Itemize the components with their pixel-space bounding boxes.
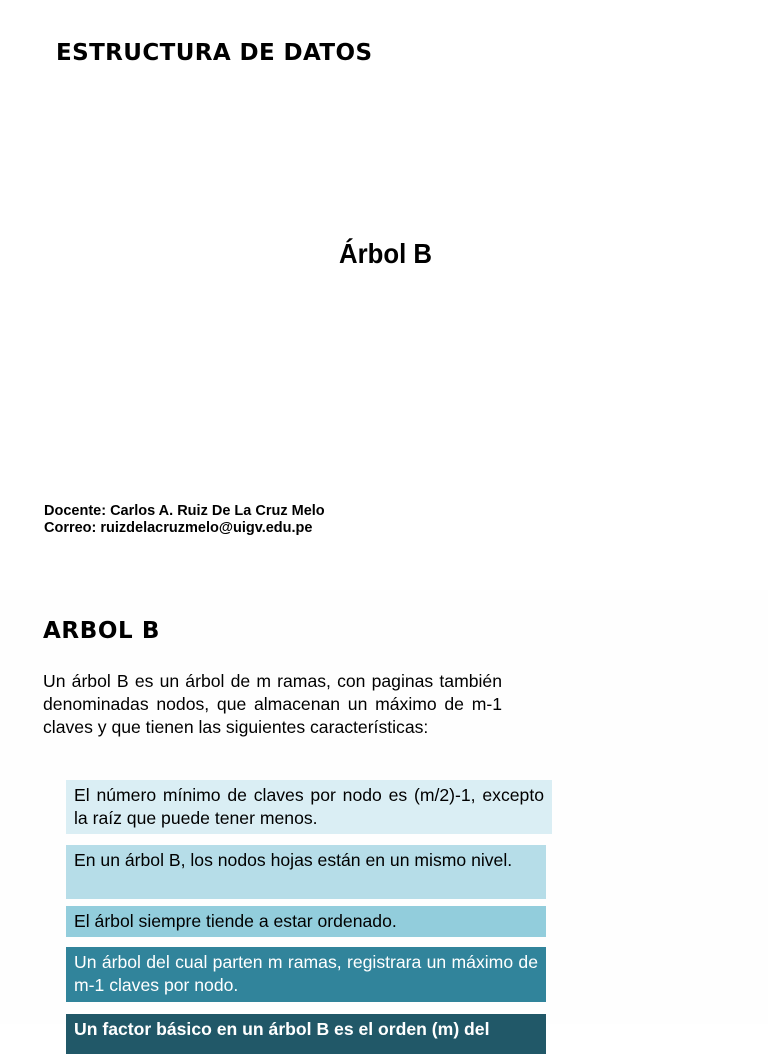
- credits: [44, 503, 325, 537]
- intro-paragraph: Un árbol B es un árbol de m ramas, con paginas también denominadas nodos, que almacenan un máximo de m-1 claves y que tienen las siguientes características:: [43, 671, 502, 737]
- characteristic-box-4: Un árbol del cual parten m ramas, registrara un máximo de m-1 claves por nodo.: [66, 947, 546, 1002]
- content-slide: [0, 590, 768, 1039]
- characteristic-box-3: El árbol siempre tiende a estar ordenado.: [66, 906, 546, 937]
- characteristic-box-2: En un árbol B, los nodos hojas están en un mismo nivel.: [66, 845, 546, 899]
- topic-title: Árbol B: [339, 238, 433, 269]
- characteristic-box-5: Un factor básico en un árbol B es el orden (m) del: [66, 1014, 546, 1054]
- characteristic-box-1: El número mínimo de claves por nodo es (m/2)-1, excepto la raíz que puede tener menos.: [66, 780, 552, 834]
- section-title: ARBOL B: [43, 618, 160, 644]
- teacher-email: Correo: ruizdelacruzmelo@uigv.edu.pe: [44, 520, 313, 536]
- course-title: ESTRUCTURA DE DATOS: [56, 40, 373, 66]
- teacher-name: Docente: Carlos A. Ruiz De La Cruz Melo: [44, 503, 325, 519]
